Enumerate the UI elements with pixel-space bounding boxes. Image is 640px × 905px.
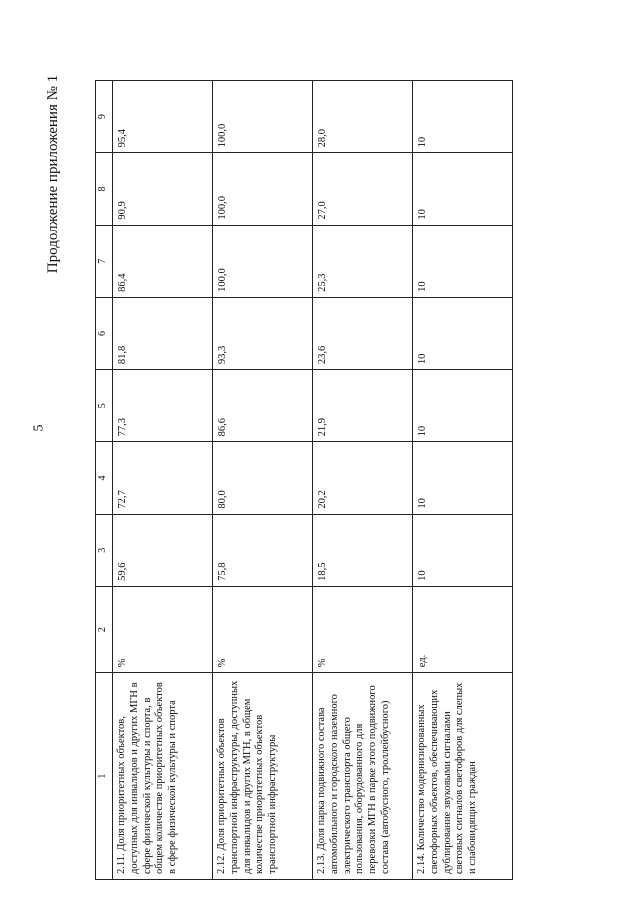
- value-cell: 21,9: [313, 370, 413, 442]
- column-header: 3: [96, 514, 113, 586]
- column-header: 4: [96, 442, 113, 514]
- value-cell: 10: [413, 297, 513, 369]
- value-cell: 59,6: [113, 514, 213, 586]
- indicator-name: 2.14. Количество модернизированных светофорных объектов, обеспечивающих дублирование звуковыми сигналами световых сигналов светофоров для слепых и слабовидящих граждан: [413, 673, 513, 880]
- value-cell: 95,4: [113, 81, 213, 153]
- value-cell: 28,0: [313, 81, 413, 153]
- rotated-table-wrapper: [95, 80, 535, 880]
- column-header: 5: [96, 370, 113, 442]
- table-row: [413, 81, 513, 880]
- value-cell: 77,3: [113, 370, 213, 442]
- indicator-name: 2.12. Доля приоритетных объектов транспортной инфраструктуры, доступных для инвалидов и других МГН, в общем количестве приоритетных объектов транспортной инфраструктуры: [213, 673, 313, 880]
- table-row: [213, 81, 313, 880]
- table-row: [313, 81, 413, 880]
- value-cell: 10: [413, 225, 513, 297]
- unit-cell: ед.: [413, 586, 513, 672]
- value-cell: 20,2: [313, 442, 413, 514]
- value-cell: 23,6: [313, 297, 413, 369]
- value-cell: 100,0: [213, 225, 313, 297]
- column-header: 9: [96, 81, 113, 153]
- unit-cell: %: [113, 586, 213, 672]
- value-cell: 100,0: [213, 153, 313, 225]
- page-title: Продолжение приложения № 1: [45, 74, 61, 274]
- indicator-name: 2.11. Доля приоритетных объектов, доступных для инвалидов и других МГН в сфере физической культуры и спорта, в общем количестве приоритетных объектов в сфере физической культуры и спорта: [113, 673, 213, 880]
- column-header: 2: [96, 586, 113, 672]
- value-cell: 100,0: [213, 81, 313, 153]
- value-cell: 80,0: [213, 442, 313, 514]
- value-cell: 10: [413, 370, 513, 442]
- column-header: 1: [96, 673, 113, 880]
- value-cell: 86,4: [113, 225, 213, 297]
- table-row: [113, 81, 213, 880]
- value-cell: 72,7: [113, 442, 213, 514]
- value-cell: 81,8: [113, 297, 213, 369]
- page-number: 5: [31, 424, 47, 432]
- value-cell: 90,9: [113, 153, 213, 225]
- value-cell: 10: [413, 514, 513, 586]
- unit-cell: %: [313, 586, 413, 672]
- value-cell: 18,5: [313, 514, 413, 586]
- value-cell: 93,3: [213, 297, 313, 369]
- indicators-table: [95, 80, 513, 880]
- column-header: 6: [96, 297, 113, 369]
- value-cell: 10: [413, 81, 513, 153]
- value-cell: 86,6: [213, 370, 313, 442]
- unit-cell: %: [213, 586, 313, 672]
- table-header-row: [96, 81, 113, 880]
- indicator-name: 2.13. Доля парка подвижного состава автомобильного и городского наземного электрического транспорта общего пользования, оборудованного для перевозки МГН в парке этого подвижного состава (автобусного, троллейбусного): [313, 673, 413, 880]
- value-cell: 10: [413, 153, 513, 225]
- value-cell: 75,8: [213, 514, 313, 586]
- value-cell: 25,3: [313, 225, 413, 297]
- value-cell: 10: [413, 442, 513, 514]
- column-header: 7: [96, 225, 113, 297]
- value-cell: 27,0: [313, 153, 413, 225]
- column-header: 8: [96, 153, 113, 225]
